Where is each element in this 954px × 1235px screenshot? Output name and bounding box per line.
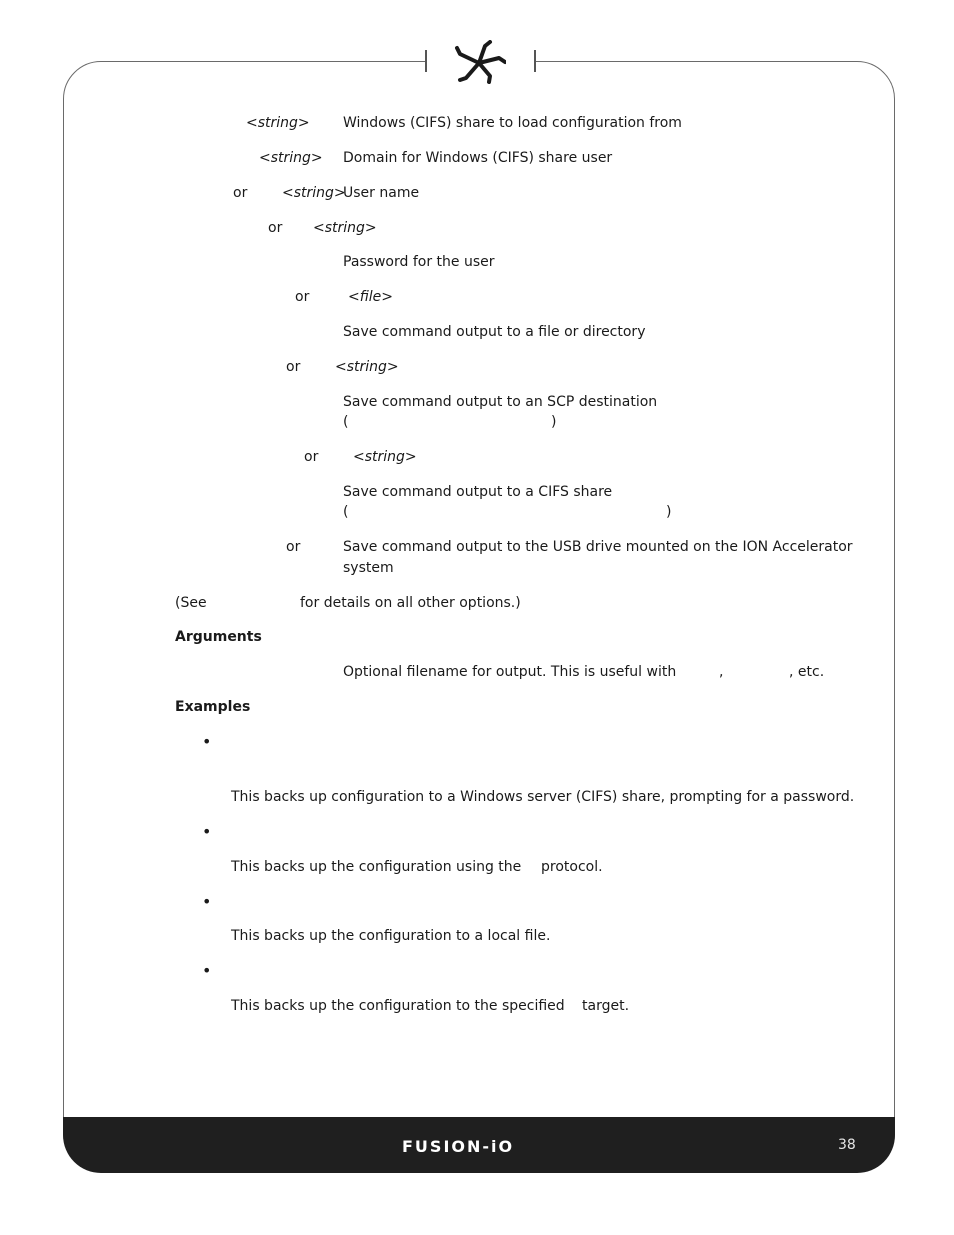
header-divider-left xyxy=(425,50,427,72)
option-or: or xyxy=(286,359,301,375)
bullet-icon: • xyxy=(202,822,212,841)
option-param: <string> xyxy=(353,449,417,465)
option-desc: Windows (CIFS) share to load configuration from xyxy=(343,115,682,131)
option-param: <string> xyxy=(259,150,323,166)
option-or: or xyxy=(268,220,283,236)
option-desc-paren-open: ( xyxy=(343,414,349,430)
bullet-icon: • xyxy=(202,892,212,911)
option-or: or xyxy=(286,539,301,555)
example-desc-suffix: protocol. xyxy=(541,859,603,875)
example-desc: This backs up configuration to a Windows server (CIFS) share, prompting for a password. xyxy=(231,789,855,805)
option-desc: Save command output to a file or directory xyxy=(343,324,646,340)
arguments-heading: Arguments xyxy=(175,629,262,645)
option-desc: Domain for Windows (CIFS) share user xyxy=(343,150,613,166)
option-desc: User name xyxy=(343,185,420,201)
fusion-io-brand-logo xyxy=(402,1137,554,1155)
option-param: <string> xyxy=(282,185,346,201)
fusion-io-flower-logo-icon xyxy=(452,40,506,86)
arguments-desc-comma: , xyxy=(719,664,724,680)
option-or: or xyxy=(295,289,310,305)
brand-text: FUSION-iO xyxy=(402,1137,515,1155)
arguments-desc-suffix: , etc. xyxy=(789,664,825,680)
bullet-icon: • xyxy=(202,732,212,751)
option-desc-paren-close: ) xyxy=(551,414,557,430)
option-desc: Save command output to an SCP destination xyxy=(343,394,658,410)
option-param: <string> xyxy=(335,359,399,375)
option-param: <file> xyxy=(348,289,394,305)
option-param: <string> xyxy=(313,220,377,236)
header-divider-right xyxy=(534,50,536,72)
bullet-icon: • xyxy=(202,961,212,980)
examples-heading: Examples xyxy=(175,699,251,715)
see-note-suffix: for details on all other options.) xyxy=(300,595,521,611)
option-desc-line2: system xyxy=(343,560,394,576)
option-desc: Password for the user xyxy=(343,254,495,270)
example-desc: This backs up the configuration using the xyxy=(231,859,522,875)
option-desc-paren-open: ( xyxy=(343,504,349,520)
option-desc: Save command output to a CIFS share xyxy=(343,484,613,500)
page-number: 38 xyxy=(838,1137,856,1153)
option-desc: Save command output to the USB drive mounted on the ION Accelerator xyxy=(343,539,853,555)
option-param: <string> xyxy=(246,115,310,131)
option-or: or xyxy=(304,449,319,465)
option-desc-paren-close: ) xyxy=(666,504,672,520)
arguments-desc: Optional filename for output. This is useful with xyxy=(343,664,677,680)
example-desc: This backs up the configuration to the specified xyxy=(231,998,565,1014)
option-or: or xyxy=(233,185,248,201)
see-note-prefix: (See xyxy=(175,595,207,611)
example-desc: This backs up the configuration to a local file. xyxy=(231,928,551,944)
example-desc-suffix: target. xyxy=(582,998,630,1014)
